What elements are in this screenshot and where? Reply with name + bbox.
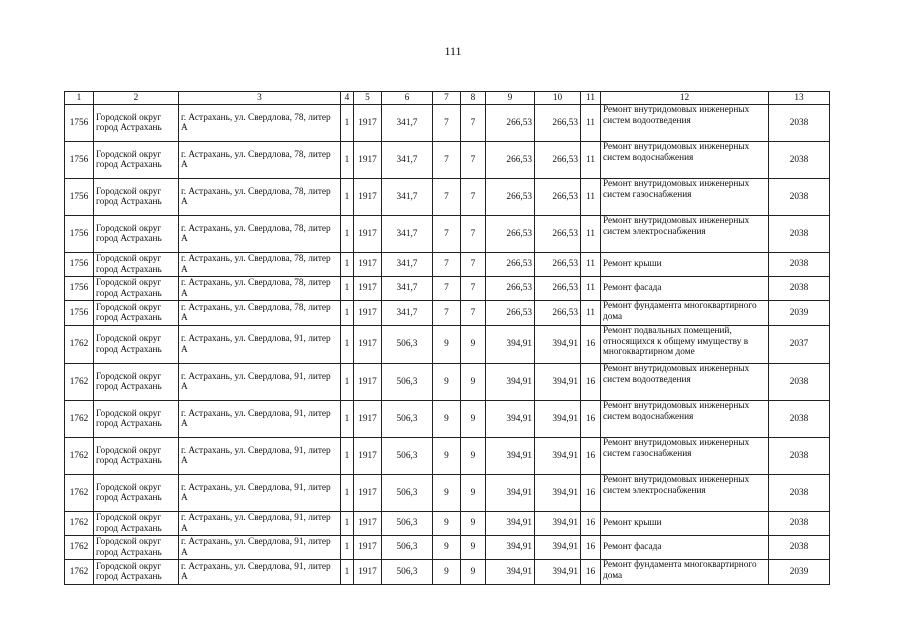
cell-area: 341,7 xyxy=(382,216,433,253)
cell-col-11: 11 xyxy=(581,253,601,277)
cell-col-10: 394,91 xyxy=(535,512,581,536)
cell-col-7: 7 xyxy=(433,105,461,142)
cell-col-4: 1 xyxy=(341,364,354,401)
cell-area: 506,3 xyxy=(382,512,433,536)
cell-col-11: 16 xyxy=(581,401,601,438)
cell-col-7: 7 xyxy=(433,179,461,216)
column-number-header: 2 xyxy=(94,92,179,105)
cell-municipality: Городской округ город Астрахань xyxy=(94,216,179,253)
cell-area: 506,3 xyxy=(382,475,433,512)
table-row xyxy=(65,438,830,475)
column-number-header: 1 xyxy=(65,92,94,105)
cell-municipality: Городской округ город Астрахань xyxy=(94,326,179,364)
cell-col-7: 7 xyxy=(433,216,461,253)
column-number-header: 4 xyxy=(341,92,354,105)
cell-year: 1917 xyxy=(354,438,382,475)
cell-col-11: 11 xyxy=(581,142,601,179)
cell-year: 1917 xyxy=(354,179,382,216)
table-row xyxy=(65,560,830,585)
cell-object-id: 1762 xyxy=(65,401,94,438)
cell-work-type: Ремонт внутридомовых инженерных систем водоотведения xyxy=(601,105,769,142)
cell-address: г. Астрахань, ул. Свердлова, 78, литер А xyxy=(179,301,341,326)
table-row xyxy=(65,401,830,438)
cell-planned-year: 2038 xyxy=(769,142,830,179)
cell-col-8: 9 xyxy=(461,536,486,560)
cell-col-9: 394,91 xyxy=(486,475,535,512)
cell-col-7: 7 xyxy=(433,301,461,326)
cell-col-9: 266,53 xyxy=(486,301,535,326)
cell-area: 341,7 xyxy=(382,105,433,142)
cell-work-type: Ремонт внутридомовых инженерных систем газоснабжения xyxy=(601,179,769,216)
cell-municipality: Городской округ город Астрахань xyxy=(94,438,179,475)
cell-year: 1917 xyxy=(354,326,382,364)
table-body xyxy=(65,92,830,585)
cell-area: 341,7 xyxy=(382,142,433,179)
cell-municipality: Городской округ город Астрахань xyxy=(94,301,179,326)
cell-col-4: 1 xyxy=(341,142,354,179)
cell-col-4: 1 xyxy=(341,560,354,585)
cell-planned-year: 2038 xyxy=(769,179,830,216)
cell-col-11: 11 xyxy=(581,301,601,326)
cell-municipality: Городской округ город Астрахань xyxy=(94,560,179,585)
cell-address: г. Астрахань, ул. Свердлова, 91, литер А xyxy=(179,438,341,475)
cell-municipality: Городской округ город Астрахань xyxy=(94,401,179,438)
cell-work-type: Ремонт внутридомовых инженерных систем водоснабжения xyxy=(601,401,769,438)
cell-col-10: 266,53 xyxy=(535,142,581,179)
cell-col-10: 266,53 xyxy=(535,253,581,277)
cell-col-7: 9 xyxy=(433,326,461,364)
cell-object-id: 1762 xyxy=(65,512,94,536)
cell-address: г. Астрахань, ул. Свердлова, 78, литер А xyxy=(179,277,341,301)
cell-address: г. Астрахань, ул. Свердлова, 91, литер А xyxy=(179,401,341,438)
cell-col-11: 16 xyxy=(581,475,601,512)
cell-planned-year: 2038 xyxy=(769,253,830,277)
cell-col-8: 9 xyxy=(461,512,486,536)
cell-municipality: Городской округ город Астрахань xyxy=(94,475,179,512)
cell-col-10: 266,53 xyxy=(535,277,581,301)
cell-municipality: Городской округ город Астрахань xyxy=(94,364,179,401)
column-number-header: 9 xyxy=(486,92,535,105)
table-row xyxy=(65,277,830,301)
cell-col-8: 7 xyxy=(461,253,486,277)
cell-object-id: 1762 xyxy=(65,438,94,475)
cell-year: 1917 xyxy=(354,401,382,438)
cell-planned-year: 2038 xyxy=(769,438,830,475)
cell-municipality: Городской округ город Астрахань xyxy=(94,512,179,536)
cell-work-type: Ремонт фундамента многоквартирного дома xyxy=(601,301,769,326)
cell-object-id: 1756 xyxy=(65,253,94,277)
column-number-header: 11 xyxy=(581,92,601,105)
cell-object-id: 1756 xyxy=(65,179,94,216)
table-row xyxy=(65,179,830,216)
cell-col-10: 266,53 xyxy=(535,105,581,142)
cell-col-8: 9 xyxy=(461,560,486,585)
cell-col-8: 7 xyxy=(461,142,486,179)
page-number: 111 xyxy=(444,44,462,58)
cell-planned-year: 2038 xyxy=(769,216,830,253)
cell-col-11: 16 xyxy=(581,438,601,475)
cell-col-9: 394,91 xyxy=(486,401,535,438)
cell-col-10: 394,91 xyxy=(535,536,581,560)
cell-object-id: 1762 xyxy=(65,364,94,401)
cell-col-7: 9 xyxy=(433,438,461,475)
cell-planned-year: 2038 xyxy=(769,401,830,438)
cell-year: 1917 xyxy=(354,364,382,401)
cell-col-11: 11 xyxy=(581,277,601,301)
cell-col-4: 1 xyxy=(341,536,354,560)
cell-planned-year: 2039 xyxy=(769,301,830,326)
cell-col-4: 1 xyxy=(341,277,354,301)
table-row xyxy=(65,512,830,536)
cell-col-8: 7 xyxy=(461,105,486,142)
cell-col-4: 1 xyxy=(341,105,354,142)
cell-col-11: 16 xyxy=(581,560,601,585)
cell-municipality: Городской округ город Астрахань xyxy=(94,105,179,142)
cell-col-11: 11 xyxy=(581,216,601,253)
cell-object-id: 1762 xyxy=(65,560,94,585)
cell-col-9: 394,91 xyxy=(486,326,535,364)
cell-address: г. Астрахань, ул. Свердлова, 78, литер А xyxy=(179,105,341,142)
cell-col-10: 394,91 xyxy=(535,438,581,475)
cell-area: 506,3 xyxy=(382,438,433,475)
cell-col-4: 1 xyxy=(341,438,354,475)
cell-col-8: 7 xyxy=(461,301,486,326)
cell-col-11: 11 xyxy=(581,179,601,216)
cell-year: 1917 xyxy=(354,253,382,277)
cell-work-type: Ремонт фасада xyxy=(601,277,769,301)
cell-col-8: 9 xyxy=(461,326,486,364)
column-number-header: 12 xyxy=(601,92,769,105)
cell-object-id: 1762 xyxy=(65,536,94,560)
cell-area: 506,3 xyxy=(382,326,433,364)
cell-col-9: 266,53 xyxy=(486,179,535,216)
table-row xyxy=(65,253,830,277)
cell-col-4: 1 xyxy=(341,512,354,536)
cell-col-10: 394,91 xyxy=(535,560,581,585)
cell-address: г. Астрахань, ул. Свердлова, 91, литер А xyxy=(179,536,341,560)
column-number-header: 13 xyxy=(769,92,830,105)
cell-col-4: 1 xyxy=(341,253,354,277)
cell-col-7: 7 xyxy=(433,277,461,301)
table-row xyxy=(65,216,830,253)
cell-planned-year: 2037 xyxy=(769,326,830,364)
cell-work-type: Ремонт внутридомовых инженерных систем электроснабжения xyxy=(601,475,769,512)
cell-municipality: Городской округ город Астрахань xyxy=(94,536,179,560)
cell-col-10: 394,91 xyxy=(535,475,581,512)
cell-col-9: 394,91 xyxy=(486,560,535,585)
cell-planned-year: 2038 xyxy=(769,364,830,401)
cell-address: г. Астрахань, ул. Свердлова, 91, литер А xyxy=(179,364,341,401)
cell-col-4: 1 xyxy=(341,475,354,512)
cell-address: г. Астрахань, ул. Свердлова, 78, литер А xyxy=(179,179,341,216)
cell-col-4: 1 xyxy=(341,179,354,216)
cell-area: 341,7 xyxy=(382,277,433,301)
column-number-header: 7 xyxy=(433,92,461,105)
column-number-header: 8 xyxy=(461,92,486,105)
cell-area: 506,3 xyxy=(382,560,433,585)
cell-col-9: 394,91 xyxy=(486,438,535,475)
cell-col-4: 1 xyxy=(341,301,354,326)
cell-area: 341,7 xyxy=(382,301,433,326)
cell-col-8: 9 xyxy=(461,475,486,512)
cell-col-7: 9 xyxy=(433,512,461,536)
cell-col-11: 16 xyxy=(581,536,601,560)
repair-schedule-table xyxy=(64,91,830,585)
cell-col-9: 394,91 xyxy=(486,536,535,560)
column-number-header: 10 xyxy=(535,92,581,105)
cell-area: 506,3 xyxy=(382,536,433,560)
cell-municipality: Городской округ город Астрахань xyxy=(94,179,179,216)
cell-address: г. Астрахань, ул. Свердлова, 78, литер А xyxy=(179,142,341,179)
cell-planned-year: 2038 xyxy=(769,475,830,512)
cell-object-id: 1756 xyxy=(65,142,94,179)
cell-work-type: Ремонт внутридомовых инженерных систем электроснабжения xyxy=(601,216,769,253)
cell-object-id: 1762 xyxy=(65,475,94,512)
cell-col-7: 9 xyxy=(433,364,461,401)
cell-col-10: 394,91 xyxy=(535,401,581,438)
cell-address: г. Астрахань, ул. Свердлова, 78, литер А xyxy=(179,216,341,253)
cell-col-8: 9 xyxy=(461,401,486,438)
cell-work-type: Ремонт внутридомовых инженерных систем водоснабжения xyxy=(601,142,769,179)
table-row xyxy=(65,475,830,512)
cell-col-10: 266,53 xyxy=(535,216,581,253)
table-row xyxy=(65,301,830,326)
cell-year: 1917 xyxy=(354,475,382,512)
cell-year: 1917 xyxy=(354,277,382,301)
cell-object-id: 1756 xyxy=(65,105,94,142)
cell-col-7: 9 xyxy=(433,475,461,512)
cell-col-7: 9 xyxy=(433,560,461,585)
cell-col-9: 266,53 xyxy=(486,253,535,277)
cell-col-7: 7 xyxy=(433,142,461,179)
cell-col-8: 9 xyxy=(461,364,486,401)
cell-col-4: 1 xyxy=(341,401,354,438)
cell-col-8: 7 xyxy=(461,216,486,253)
cell-area: 506,3 xyxy=(382,364,433,401)
table-row xyxy=(65,364,830,401)
cell-planned-year: 2038 xyxy=(769,512,830,536)
cell-object-id: 1756 xyxy=(65,216,94,253)
table-row xyxy=(65,536,830,560)
cell-planned-year: 2039 xyxy=(769,560,830,585)
cell-address: г. Астрахань, ул. Свердлова, 91, литер А xyxy=(179,475,341,512)
cell-object-id: 1756 xyxy=(65,301,94,326)
cell-col-7: 7 xyxy=(433,253,461,277)
cell-year: 1917 xyxy=(354,301,382,326)
cell-year: 1917 xyxy=(354,536,382,560)
cell-address: г. Астрахань, ул. Свердлова, 78, литер А xyxy=(179,253,341,277)
cell-col-4: 1 xyxy=(341,216,354,253)
cell-work-type: Ремонт фундамента многоквартирного дома xyxy=(601,560,769,585)
cell-area: 506,3 xyxy=(382,401,433,438)
cell-planned-year: 2038 xyxy=(769,277,830,301)
cell-object-id: 1756 xyxy=(65,277,94,301)
cell-address: г. Астрахань, ул. Свердлова, 91, литер А xyxy=(179,560,341,585)
cell-work-type: Ремонт крыши xyxy=(601,512,769,536)
cell-col-11: 16 xyxy=(581,364,601,401)
cell-municipality: Городской округ город Астрахань xyxy=(94,253,179,277)
cell-work-type: Ремонт внутридомовых инженерных систем газоснабжения xyxy=(601,438,769,475)
cell-col-9: 266,53 xyxy=(486,105,535,142)
cell-object-id: 1762 xyxy=(65,326,94,364)
cell-col-9: 394,91 xyxy=(486,364,535,401)
cell-year: 1917 xyxy=(354,105,382,142)
cell-col-11: 16 xyxy=(581,326,601,364)
column-number-header: 3 xyxy=(179,92,341,105)
cell-col-9: 266,53 xyxy=(486,277,535,301)
cell-col-4: 1 xyxy=(341,326,354,364)
cell-col-8: 7 xyxy=(461,277,486,301)
cell-col-9: 266,53 xyxy=(486,142,535,179)
cell-area: 341,7 xyxy=(382,179,433,216)
column-number-row xyxy=(65,92,830,105)
cell-col-10: 266,53 xyxy=(535,301,581,326)
cell-col-11: 16 xyxy=(581,512,601,536)
cell-year: 1917 xyxy=(354,142,382,179)
cell-municipality: Городской округ город Астрахань xyxy=(94,277,179,301)
cell-planned-year: 2038 xyxy=(769,105,830,142)
cell-work-type: Ремонт фасада xyxy=(601,536,769,560)
cell-work-type: Ремонт крыши xyxy=(601,253,769,277)
cell-address: г. Астрахань, ул. Свердлова, 91, литер А xyxy=(179,326,341,364)
cell-address: г. Астрахань, ул. Свердлова, 91, литер А xyxy=(179,512,341,536)
table-row xyxy=(65,142,830,179)
cell-col-7: 9 xyxy=(433,536,461,560)
cell-work-type: Ремонт внутридомовых инженерных систем водоотведения xyxy=(601,364,769,401)
column-number-header: 6 xyxy=(382,92,433,105)
cell-col-8: 7 xyxy=(461,179,486,216)
cell-work-type: Ремонт подвальных помещений, относящихся к общему имуществу в многоквартирном доме xyxy=(601,326,769,364)
cell-planned-year: 2038 xyxy=(769,536,830,560)
column-number-header: 5 xyxy=(354,92,382,105)
table-row xyxy=(65,105,830,142)
table-row xyxy=(65,326,830,364)
cell-col-8: 9 xyxy=(461,438,486,475)
cell-col-11: 11 xyxy=(581,105,601,142)
cell-col-9: 266,53 xyxy=(486,216,535,253)
cell-col-7: 9 xyxy=(433,401,461,438)
cell-col-10: 266,53 xyxy=(535,179,581,216)
cell-col-10: 394,91 xyxy=(535,364,581,401)
cell-year: 1917 xyxy=(354,216,382,253)
cell-year: 1917 xyxy=(354,512,382,536)
cell-year: 1917 xyxy=(354,560,382,585)
cell-col-10: 394,91 xyxy=(535,326,581,364)
cell-area: 341,7 xyxy=(382,253,433,277)
cell-municipality: Городской округ город Астрахань xyxy=(94,142,179,179)
cell-col-9: 394,91 xyxy=(486,512,535,536)
